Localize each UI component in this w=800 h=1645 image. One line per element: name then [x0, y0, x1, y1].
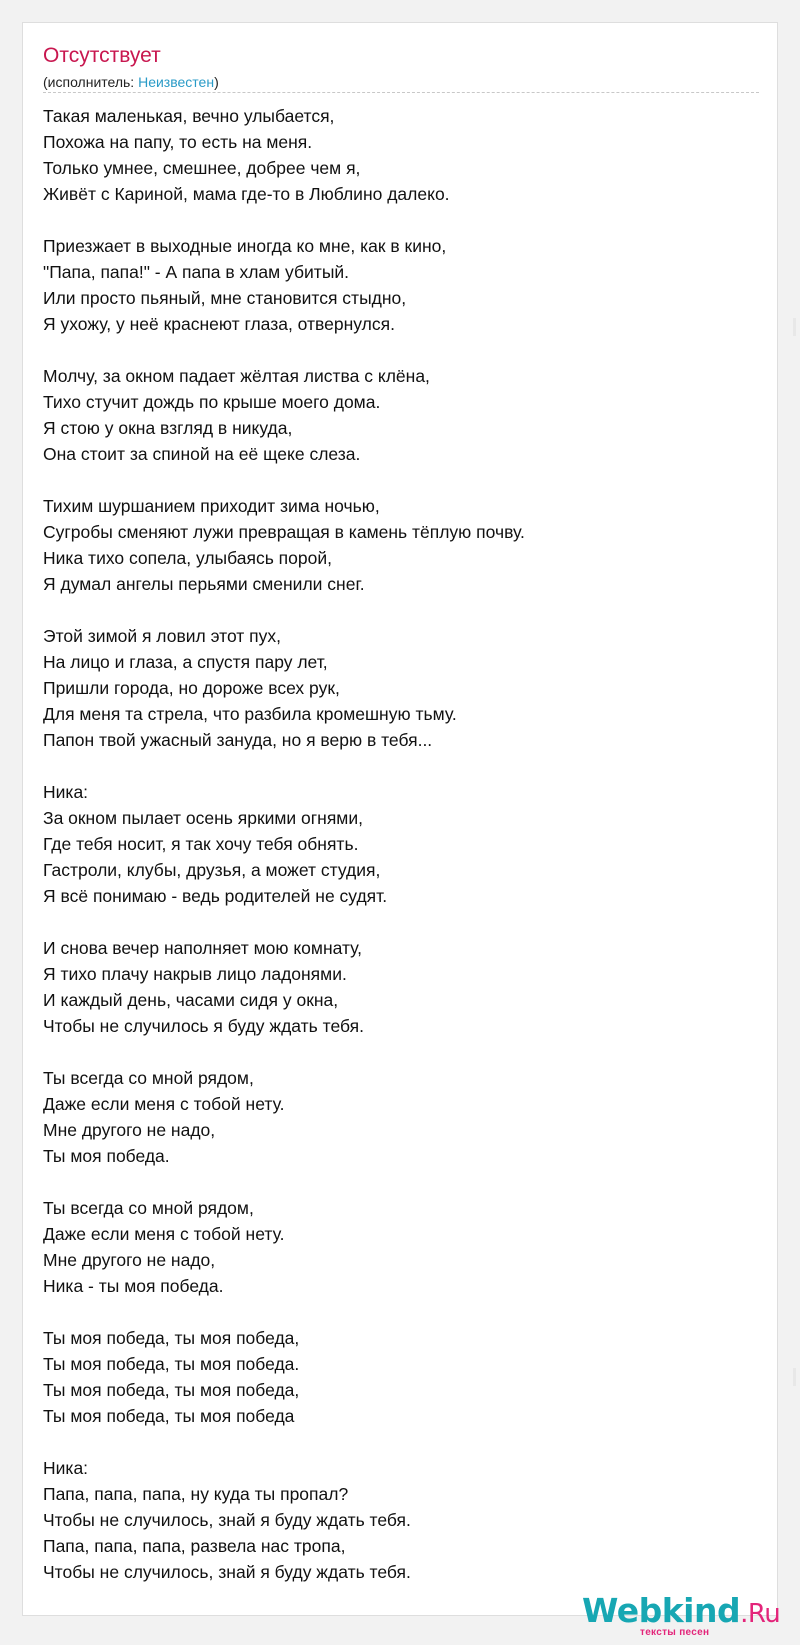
lyric-line: Ты моя победа, ты моя победа [43, 1406, 295, 1426]
lyric-line: Папон твой ужасный зануда, но я верю в тебя... [43, 730, 433, 750]
stanza [43, 623, 759, 753]
lyric-line: Живёт с Кариной, мама где-то в Люблино далеко. [43, 184, 450, 204]
stanza [43, 1065, 759, 1169]
lyric-line: Пришли города, но дороже всех рук, [43, 678, 340, 698]
lyric-line: Я тихо плачу накрыв лицо ладонями. [43, 964, 347, 984]
stanza [43, 779, 759, 909]
lyric-line: Папа, папа, папа, развела нас тропа, [43, 1536, 346, 1556]
lyric-line: Я думал ангелы перьями сменили снег. [43, 574, 365, 594]
lyric-line: Или просто пьяный, мне становится стыдно, [43, 288, 407, 308]
lyric-line: И каждый день, часами сидя у окна, [43, 990, 339, 1010]
scroll-indicator [793, 1368, 796, 1386]
lyric-line: Даже если меня с тобой нету. [43, 1224, 285, 1244]
lyric-line: Такая маленькая, вечно улыбается, [43, 106, 335, 126]
lyric-line: Ты всегда со мной рядом, [43, 1198, 254, 1218]
artist-prefix: (исполнитель: [43, 74, 139, 90]
logo-tld: .Ru [740, 1599, 781, 1629]
lyric-line: "Папа, папа!" - А папа в хлам убитый. [43, 262, 350, 282]
lyric-line: Где тебя носит, я так хочу тебя обнять. [43, 834, 359, 854]
logo-tagline: тексты песен [640, 1627, 710, 1638]
lyric-line: Я стою у окна взгляд в никуда, [43, 418, 293, 438]
artist-line [43, 73, 759, 91]
lyric-line: За окном пылает осень яркими огнями, [43, 808, 363, 828]
lyric-line: Ника: [43, 782, 89, 802]
site-logo[interactable] [582, 1593, 782, 1645]
artist-suffix: ) [214, 74, 219, 90]
stanza [43, 493, 759, 597]
lyric-line: Молчу, за окном падает жёлтая листва с клёна, [43, 366, 430, 386]
lyrics-card [22, 22, 781, 1638]
lyric-line: Мне другого не надо, [43, 1250, 216, 1270]
lyric-line: Чтобы не случилось, знай я буду ждать тебя. [43, 1510, 411, 1530]
song-title: Отсутствует [43, 44, 161, 67]
lyric-line: Гастроли, клубы, друзья, а может студия, [43, 860, 381, 880]
lyric-line: Только умнее, смешнее, добрее чем я, [43, 158, 361, 178]
stanza [43, 103, 759, 207]
lyric-line: Приезжает в выходные иногда ко мне, как в кино, [43, 236, 447, 256]
lyric-line: Ты моя победа, ты моя победа, [43, 1328, 300, 1348]
lyric-line: Я всё понимаю - ведь родителей не судят. [43, 886, 388, 906]
lyric-line: Она стоит за спиной на её щеке слеза. [43, 444, 361, 464]
stanza [43, 935, 759, 1039]
lyric-line: Ты моя победа, ты моя победа, [43, 1380, 300, 1400]
lyrics-text [43, 103, 759, 1611]
lyric-line: И снова вечер наполняет мою комнату, [43, 938, 363, 958]
lyric-line: Ты моя победа, ты моя победа. [43, 1354, 300, 1374]
lyric-line: Этой зимой я ловил этот пух, [43, 626, 282, 646]
stanza [43, 1455, 759, 1585]
stanza [43, 233, 759, 337]
lyric-line: Папа, папа, папа, ну куда ты пропал? [43, 1484, 349, 1504]
lyric-line: Похожа на папу, то есть на меня. [43, 132, 313, 152]
lyric-line: Тихим шуршанием приходит зима ночью, [43, 496, 380, 516]
lyric-line: Тихо стучит дождь по крыше моего дома. [43, 392, 381, 412]
lyric-line: Я ухожу, у неё краснеют глаза, отвернулся. [43, 314, 395, 334]
lyric-line: Даже если меня с тобой нету. [43, 1094, 285, 1114]
lyric-line: Сугробы сменяют лужи превращая в камень тёплую почву. [43, 522, 525, 542]
song-header [43, 43, 759, 93]
lyric-line: Мне другого не надо, [43, 1120, 216, 1140]
stanza [43, 1195, 759, 1299]
lyric-line: Ника - ты моя победа. [43, 1276, 224, 1296]
stanza [43, 1325, 759, 1429]
lyric-line: Чтобы не случилось я буду ждать тебя. [43, 1016, 364, 1036]
stanza [43, 363, 759, 467]
lyric-line: На лицо и глаза, а спустя пару лет, [43, 652, 328, 672]
lyric-line: Для меня та стрела, что разбила кромешную тьму. [43, 704, 457, 724]
lyric-line: Ты моя победа. [43, 1146, 170, 1166]
logo-name: Webkind [582, 1591, 741, 1630]
lyric-line: Ника: [43, 1458, 89, 1478]
lyric-line: Ника тихо сопела, улыбаясь порой, [43, 548, 332, 568]
lyric-line: Ты всегда со мной рядом, [43, 1068, 254, 1088]
artist-link[interactable]: Неизвестен [138, 74, 215, 90]
scroll-indicator [793, 318, 796, 336]
lyric-line: Чтобы не случилось, знай я буду ждать тебя. [43, 1562, 411, 1582]
